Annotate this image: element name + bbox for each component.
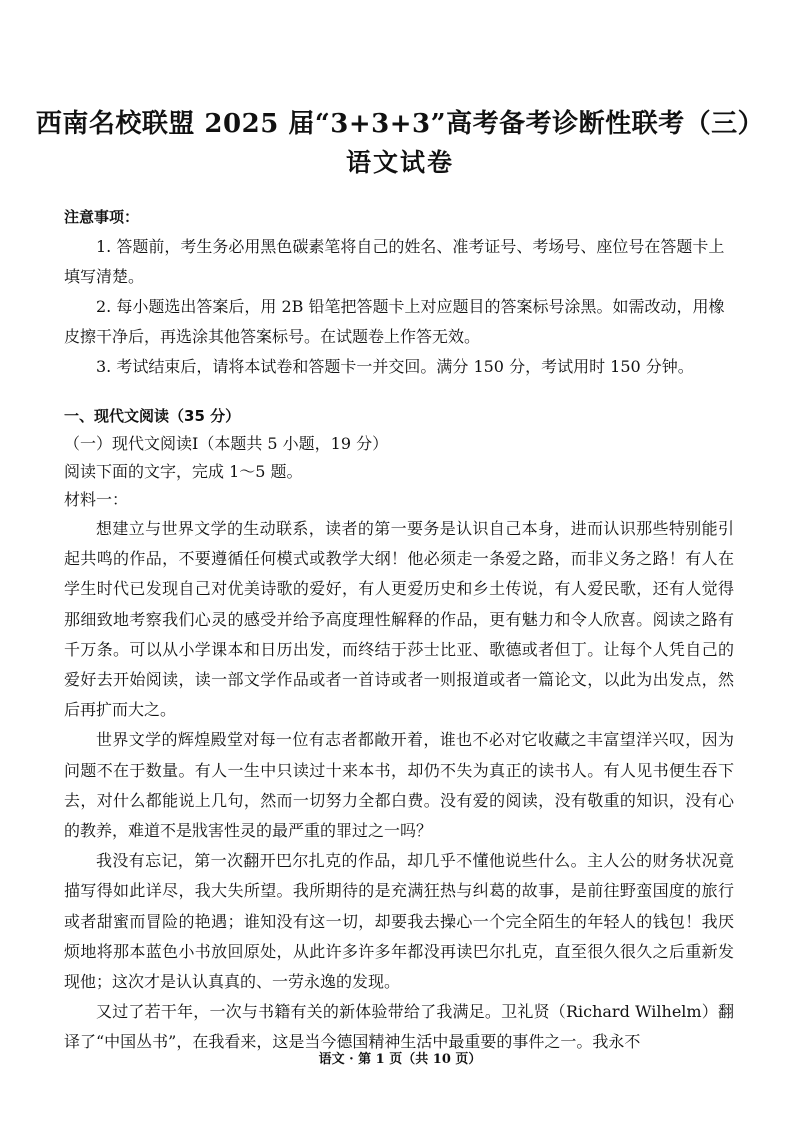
passage	[64, 514, 734, 1058]
notice-block	[64, 202, 730, 382]
passage-paragraph: 又过了若干年，一次与书籍有关的新体验带给了我满足。卫礼贤（Richard Wilhelm）翻译了“中国丛书”，在我看来，这是当今德国精神生活中最重要的事件之一。我永不	[64, 1002, 734, 1052]
reading-instruction: 阅读下面的文字，完成 1～5 题。	[64, 462, 303, 481]
passage-paragraph: 世界文学的辉煌殿堂对每一位有志者都敞开着，谁也不必对它收藏之丰富望洋兴叹，因为问题不在于数量。有人一生中只读过十来本书，却仍不失为真正的读书人。有人见书便生吞下去，对什么都能说上几句，然而一切努力全都白费。没有爱的阅读，没有敬重的知识，没有心的教养，难道不是戕害性灵的最严重的罪过之一吗？	[64, 730, 734, 841]
section-header	[64, 402, 730, 514]
notice-item: 3. 考试结束后，请将本试卷和答题卡一并交回。满分 150 分，考试用时 150 分钟。	[96, 357, 694, 376]
exam-subtitle: 语文试卷	[345, 148, 454, 177]
notice-item: 2. 每小题选出答案后，用 2B 铅笔把答题卡上对应题目的答案标号涂黑。如需改动，用橡皮擦干净后，再选涂其他答案标号。在试题卷上作答无效。	[64, 297, 725, 346]
passage-paragraph: 我没有忘记，第一次翻开巴尔扎克的作品，却几乎不懂他说些什么。主人公的财务状况竟描写得如此详尽，我大失所望。我所期待的是充满狂热与纠葛的故事，是前往野蛮国度的旅行或者甜蜜而冒险的艳遇；谁知没有这一切，却要我去操心一个完全陌生的年轻人的钱包！我厌烦地将那本蓝色小书放回原处，从此许多许多年都没再读巴尔扎克，直至很久很久之后重新发现他；这次才是认认真真的、一劳永逸的发现。	[64, 851, 734, 992]
material-label: 材料一：	[64, 490, 129, 509]
page-footer: 语文 · 第 1 页（共 10 页）	[318, 1052, 482, 1067]
notice-item: 1. 答题前，考生务必用黑色碳素笔将自己的姓名、准考证号、考场号、座位号在答题卡上填写清楚。	[64, 237, 725, 286]
section-heading: 一、现代文阅读（35 分）	[64, 407, 241, 425]
passage-paragraph: 想建立与世界文学的生动联系，读者的第一要务是认识自己本身，进而认识那些特别能引起共鸣的作品，不要遵循任何模式或教学大纲！他必须走一条爱之路，而非义务之路！有人在学生时代已发现自己对优美诗歌的爱好，有人更爱历史和乡土传说，有人爱民歌，还有人觉得那细致地考察我们心灵的感受并给予高度理性解释的作品，更有魅力和令人欣喜。阅读之路有千万条。可以从小学课本和日历出发，而终结于莎士比亚、歌德或者但丁。让每个人凭自己的爱好去开始阅读，读一部文学作品或者一首诗或者一则报道或者一篇论文，以此为出发点，然后再扩而大之。	[64, 519, 734, 720]
notice-heading: 注意事项：	[64, 208, 140, 226]
subsection-heading: （一）现代文阅读Ⅰ（本题共 5 小题，19 分）	[64, 434, 389, 453]
exam-title: 西南名校联盟 2025 届“3+3+3”高考备考诊断性联考（三）	[35, 109, 765, 139]
